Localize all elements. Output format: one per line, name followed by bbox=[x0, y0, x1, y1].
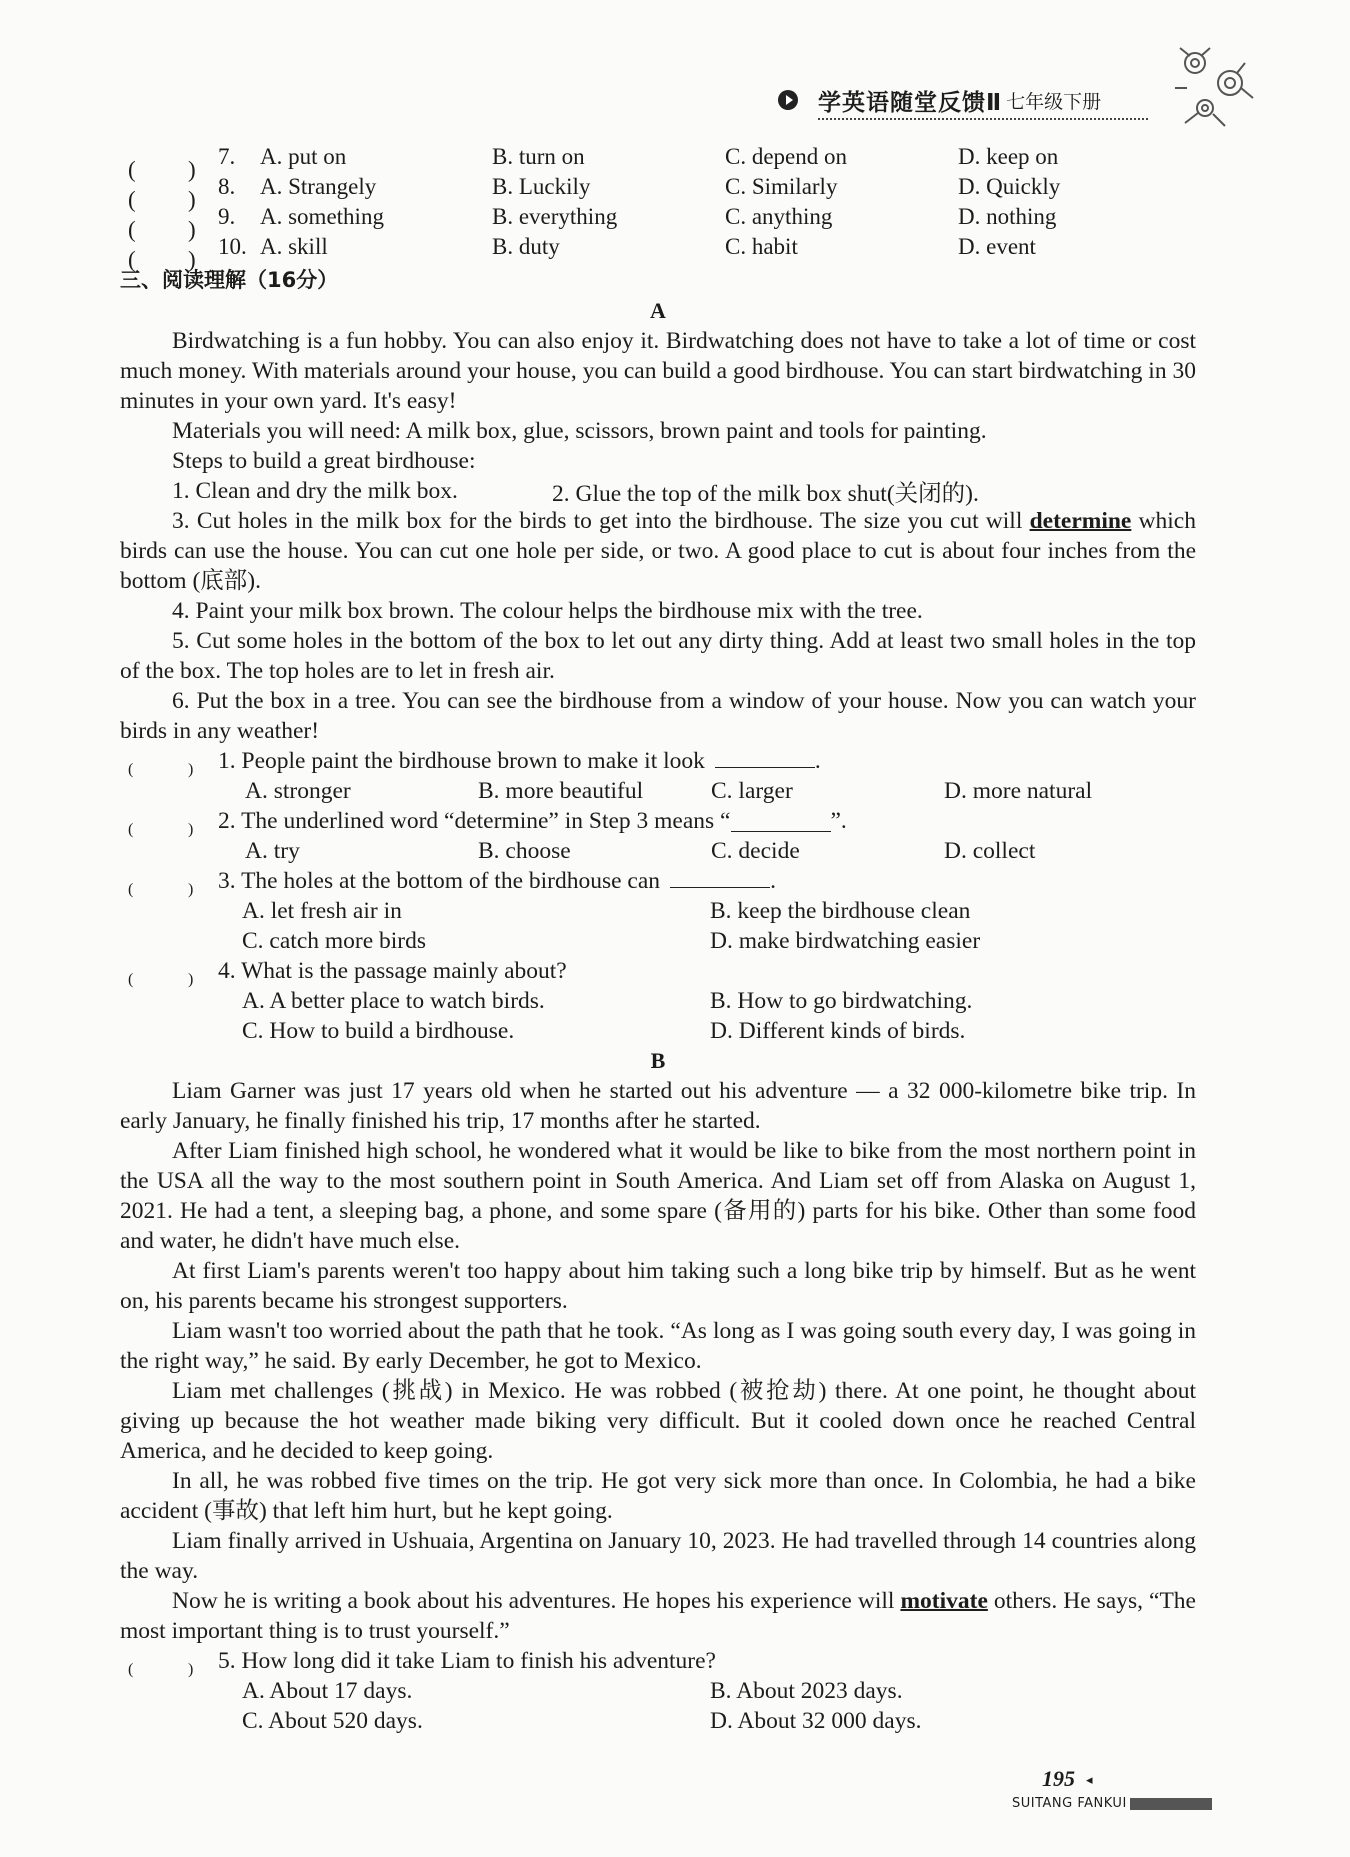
answer-blank[interactable] bbox=[731, 811, 831, 832]
option-row bbox=[120, 986, 1196, 1016]
option-a: A. A better place to watch birds. bbox=[242, 987, 545, 1014]
option-a: A. put on bbox=[260, 144, 347, 169]
option-row bbox=[120, 926, 1196, 956]
step-4: 4. Paint your milk box brown. The colour helps the birdhouse mix with the tree. bbox=[172, 598, 923, 624]
cloze-options bbox=[120, 142, 1196, 262]
step-3 bbox=[120, 506, 1196, 596]
question-row bbox=[120, 956, 1196, 986]
option-a: A. something bbox=[260, 204, 384, 229]
option-d: D. About 32 000 days. bbox=[710, 1707, 922, 1734]
page-header bbox=[778, 80, 1101, 120]
option-c: C. habit bbox=[725, 234, 798, 259]
question-stem: 2. The underlined word “determine” in Step 3 means “ bbox=[218, 807, 731, 834]
cloze-row bbox=[120, 142, 1196, 172]
option-row bbox=[120, 1676, 1196, 1706]
materials-line: Materials you will need: A milk box, glue, scissors, brown paint and tools for painting. bbox=[172, 418, 987, 444]
option-d: D. Different kinds of birds. bbox=[710, 1017, 966, 1044]
option-c: C. depend on bbox=[725, 144, 848, 169]
passage-b-paragraph: Liam Garner was just 17 years old when he started out his adventure — a 32 000-kilometre bike trip. In early January, he finally finished his trip, 17 months after he started. bbox=[120, 1078, 1196, 1134]
footer-label: SUITANG FANKUI bbox=[1012, 1796, 1127, 1811]
option-a: A. let fresh air in bbox=[242, 897, 402, 924]
option-b: B. everything bbox=[492, 204, 618, 229]
question-end: . bbox=[814, 747, 821, 774]
passage-b-paragraph: Liam wasn't too worried about the path that he took. “As long as I was going south every day, I was going in the right way,” he said. By early December, he got to Mexico. bbox=[120, 1318, 1196, 1374]
option-d: D. collect bbox=[944, 837, 1036, 864]
question-end: ”. bbox=[830, 807, 847, 834]
answer-blank[interactable] bbox=[715, 747, 815, 768]
answer-blank[interactable] bbox=[670, 867, 770, 888]
option-b: B. choose bbox=[478, 837, 571, 864]
option-a: A. skill bbox=[260, 234, 328, 259]
option-row bbox=[120, 776, 1196, 806]
question-row bbox=[120, 746, 1196, 776]
question-row bbox=[120, 1646, 1196, 1676]
option-b: B. turn on bbox=[492, 144, 585, 169]
page-content bbox=[120, 142, 1196, 1736]
question-number: 9. bbox=[218, 204, 236, 229]
option-row bbox=[120, 836, 1196, 866]
step-6: 6. Put the box in a tree. You can see the birdhouse from a window of your house. Now you can watch your birds in any weather! bbox=[120, 688, 1196, 744]
option-c: C. About 520 days. bbox=[242, 1707, 423, 1734]
question-row bbox=[120, 866, 1196, 896]
option-b: B. How to go birdwatching. bbox=[710, 987, 973, 1014]
footer-decoration bbox=[1130, 1798, 1212, 1810]
question-number: 8. bbox=[218, 174, 236, 199]
option-c: C. How to build a birdhouse. bbox=[242, 1017, 515, 1044]
option-c: C. catch more birds bbox=[242, 927, 427, 954]
question-end: . bbox=[770, 867, 776, 894]
play-icon bbox=[778, 90, 798, 110]
option-row bbox=[120, 1016, 1196, 1046]
question-number: 10. bbox=[218, 234, 247, 259]
option-d: D. Quickly bbox=[958, 174, 1061, 199]
option-b: B. duty bbox=[492, 234, 560, 259]
passage-a-label: A bbox=[650, 298, 666, 323]
option-b: B. keep the birdhouse clean bbox=[710, 897, 971, 924]
step-5: 5. Cut some holes in the bottom of the box to let out any dirty thing. Add at least two small holes in the top of the box. The top holes are to let in fresh air. bbox=[120, 628, 1196, 684]
option-d: D. nothing bbox=[958, 204, 1057, 229]
steps-1-2 bbox=[120, 476, 1196, 506]
question-row bbox=[120, 806, 1196, 836]
passage-b-label: B bbox=[650, 1048, 666, 1073]
option-c: C. decide bbox=[711, 837, 800, 864]
option-d: D. make birdwatching easier bbox=[710, 927, 981, 954]
question-stem: 4. What is the passage mainly about? bbox=[218, 957, 567, 984]
step-1: 1. Clean and dry the milk box. bbox=[172, 477, 458, 504]
header-divider bbox=[818, 118, 1148, 120]
option-c: C. larger bbox=[711, 777, 793, 804]
underlined-word: determine bbox=[1029, 508, 1132, 534]
option-a: A. About 17 days. bbox=[242, 1677, 413, 1704]
passage-b-paragraph: After Liam finished high school, he wondered what it would be like to bike from the most northern point in the USA all the way to the most southern point in South America. And Liam set off from Alaska on August 1, 2021. He had a tent, a sleeping bag, a phone, and some spare (备用的) parts for his bike. Other than some food and water, he didn't have much else. bbox=[120, 1138, 1196, 1254]
section-title: 三、阅读理解（16分） bbox=[120, 268, 339, 292]
underlined-word: motivate bbox=[900, 1588, 988, 1614]
option-row bbox=[120, 896, 1196, 926]
steps-intro: Steps to build a great birdhouse: bbox=[172, 448, 476, 474]
option-d: D. event bbox=[958, 234, 1036, 259]
option-c: C. Similarly bbox=[725, 174, 838, 199]
question-number: 7. bbox=[218, 144, 236, 169]
cloze-row bbox=[120, 202, 1196, 232]
cloze-row bbox=[120, 172, 1196, 202]
option-b: B. About 2023 days. bbox=[710, 1677, 903, 1704]
arrow-left-icon: ◂ bbox=[1086, 1772, 1093, 1787]
question-stem: 5. How long did it take Liam to finish his adventure? bbox=[218, 1647, 716, 1674]
passage-a-paragraph: Birdwatching is a fun hobby. You can also enjoy it. Birdwatching does not have to take a lot of time or cost much money. With materials around your house, you can build a good birdhouse. You can start birdwatching in 30 minutes in your own yard. It's easy! bbox=[120, 328, 1196, 414]
option-a: A. try bbox=[245, 837, 300, 864]
passage-b-paragraph bbox=[120, 1586, 1196, 1646]
option-d: D. keep on bbox=[958, 144, 1059, 169]
option-row bbox=[120, 1706, 1196, 1736]
option-a: A. Strangely bbox=[260, 174, 377, 199]
book-title: 学英语随堂反馈Ⅱ bbox=[818, 89, 1003, 116]
question-stem: 1. People paint the birdhouse brown to make it look bbox=[218, 747, 705, 774]
option-a: A. stronger bbox=[245, 777, 351, 804]
page-number: 195 bbox=[1042, 1766, 1075, 1791]
option-c: C. anything bbox=[725, 204, 833, 229]
option-b: B. more beautiful bbox=[478, 777, 644, 804]
question-stem: 3. The holes at the bottom of the birdhouse can bbox=[218, 867, 661, 894]
step-2: 2. Glue the top of the milk box shut(关闭的). bbox=[552, 481, 979, 507]
passage-b-paragraph: At first Liam's parents weren't too happy about him taking such a long bike trip by himself. But as he went on, his parents became his strongest supporters. bbox=[120, 1258, 1196, 1314]
paragraph-text: Now he is writing a book about his adventures. He hopes his experience will bbox=[172, 1588, 901, 1614]
passage-b-paragraph: Liam finally arrived in Ushuaia, Argentina on January 10, 2023. He had travelled through 14 countries along the way. bbox=[120, 1528, 1196, 1584]
option-d: D. more natural bbox=[944, 777, 1093, 804]
passage-b-paragraph: Liam met challenges (挑战) in Mexico. He was robbed (被抢劫) there. At one point, he thought about giving up because the hot weather made biking very difficult. But it cooled down once he reached Central America, and he decided to keep going. bbox=[120, 1378, 1196, 1464]
option-b: B. Luckily bbox=[492, 174, 591, 199]
step-3-text: which birds can use the house. You can cut one hole per side, or two. A good place to cut is about four inches from the bottom (底部). bbox=[120, 508, 1196, 594]
passage-b-paragraph: In all, he was robbed five times on the trip. He got very sick more than once. In Colombia, he had a bike accident (事故) that left him hurt, but he kept going. bbox=[120, 1468, 1196, 1524]
book-subtitle: 七年级下册 bbox=[1006, 90, 1102, 113]
step-3-text: 3. Cut holes in the milk box for the birds to get into the birdhouse. The size you cut will bbox=[172, 508, 1030, 534]
paragraph-text: others. He says, “The most important thing is to trust yourself.” bbox=[120, 1588, 1196, 1644]
flower-decoration-icon bbox=[1165, 38, 1265, 138]
cloze-row bbox=[120, 232, 1196, 262]
